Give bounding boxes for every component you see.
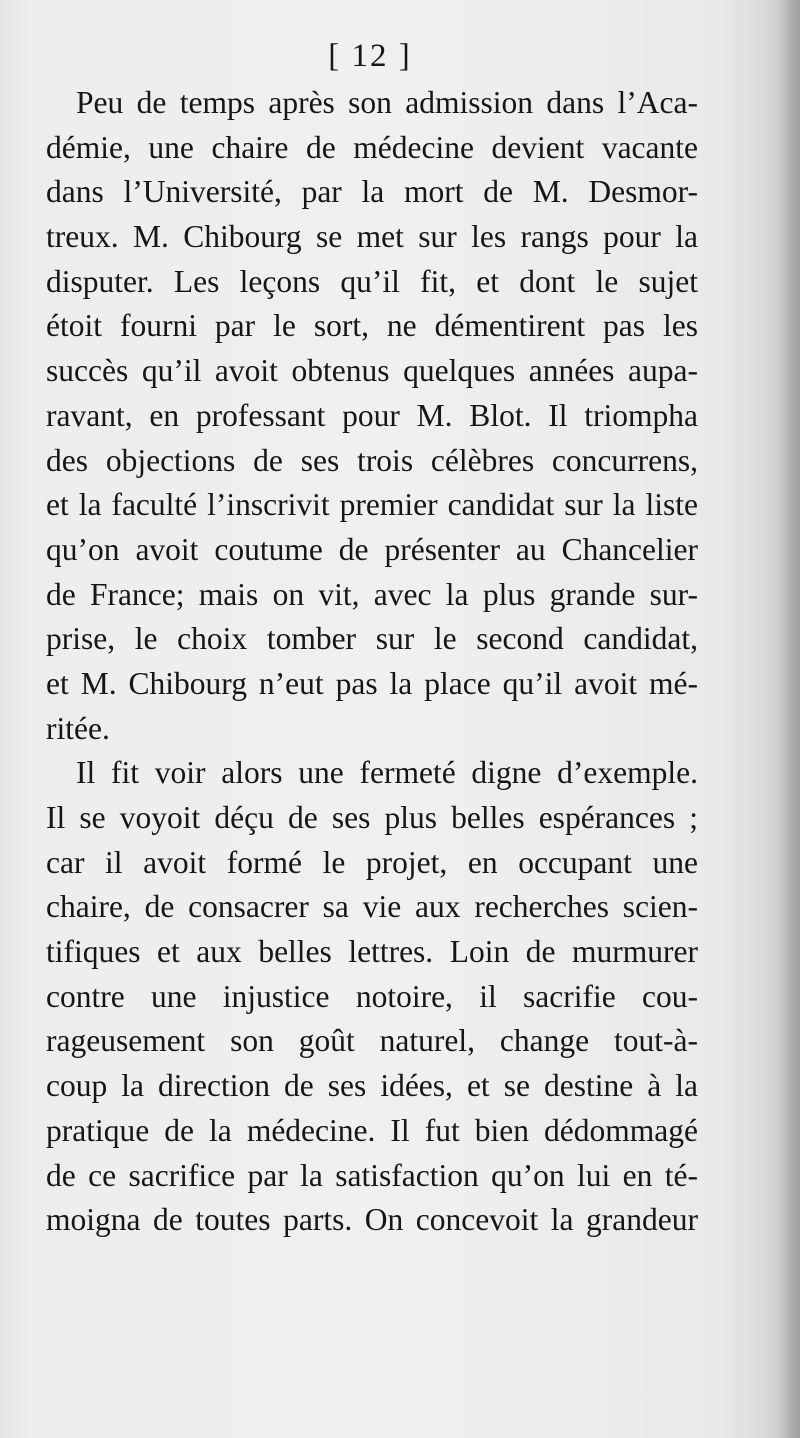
paragraph-2-line: car il avoit formé le projet, en occupant une bbox=[46, 844, 698, 880]
paragraph-2-line: Il se voyoit déçu de ses plus belles espérances ; bbox=[46, 800, 698, 835]
paragraph-1-line: et la faculté l’inscrivit premier candidat sur la liste bbox=[46, 487, 698, 523]
paragraph-1-line: prise, le choix tomber sur le second candidat, bbox=[46, 621, 698, 657]
paragraph-2-line: Il fit voir alors une fermeté digne d’exemple. bbox=[76, 755, 698, 791]
paragraph-2-line: de ce sacrifice par la satisfaction qu’on lui en té- bbox=[46, 1157, 698, 1193]
paragraph-2-line: coup la direction de ses idées, et se destine à la bbox=[46, 1068, 698, 1104]
paragraph-1-line: ravant, en professant pour M. Blot. Il triompha bbox=[46, 397, 698, 433]
paragraph-2-line: rageusement son goût naturel, change tout-à- bbox=[46, 1023, 698, 1059]
paragraph-2-line: tifiques et aux belles lettres. Loin de murmurer bbox=[46, 934, 698, 970]
paragraph-1-line: de France; mais on vit, avec la plus grande sur- bbox=[46, 576, 698, 612]
page-number: [ 12 ] bbox=[328, 38, 412, 74]
paragraph-1-line: des objections de ses trois célèbres concurrens, bbox=[46, 442, 698, 478]
text-block bbox=[46, 81, 698, 1243]
paragraph-2-line: moigna de toutes parts. On concevoit la grandeur bbox=[46, 1202, 698, 1238]
paragraph-1-line: ritée. bbox=[46, 710, 110, 746]
paragraph-2-line: pratique de la médecine. Il fut bien dédommagé bbox=[46, 1112, 698, 1148]
paragraph-1-line: qu’on avoit coutume de présenter au Chancelier bbox=[46, 531, 698, 567]
paragraph-1-line: Peu de temps après son admission dans l’Aca- bbox=[76, 85, 698, 120]
paragraph-1-line: disputer. Les leçons qu’il fit, et dont le sujet bbox=[46, 263, 698, 299]
paragraph-1-line: treux. M. Chibourg se met sur les rangs pour la bbox=[46, 219, 698, 255]
paragraph-1-line: et M. Chibourg n’eut pas la place qu’il avoit mé- bbox=[46, 665, 698, 701]
paragraph-1-line: succès qu’il avoit obtenus quelques années aupa- bbox=[46, 353, 698, 389]
paragraph-2-line: chaire, de consacrer sa vie aux recherches scien- bbox=[46, 889, 698, 925]
paragraph-1-line: étoit fourni par le sort, ne démentirent pas les bbox=[46, 308, 698, 344]
page-edge-shadow bbox=[778, 0, 800, 1438]
paragraph-2-line: contre une injustice notoire, il sacrifie cou- bbox=[46, 978, 698, 1014]
paragraph-1-line: démie, une chaire de médecine devient vacante bbox=[46, 129, 698, 165]
paragraph-1-line: dans l’Université, par la mort de M. Desmor- bbox=[46, 174, 698, 210]
